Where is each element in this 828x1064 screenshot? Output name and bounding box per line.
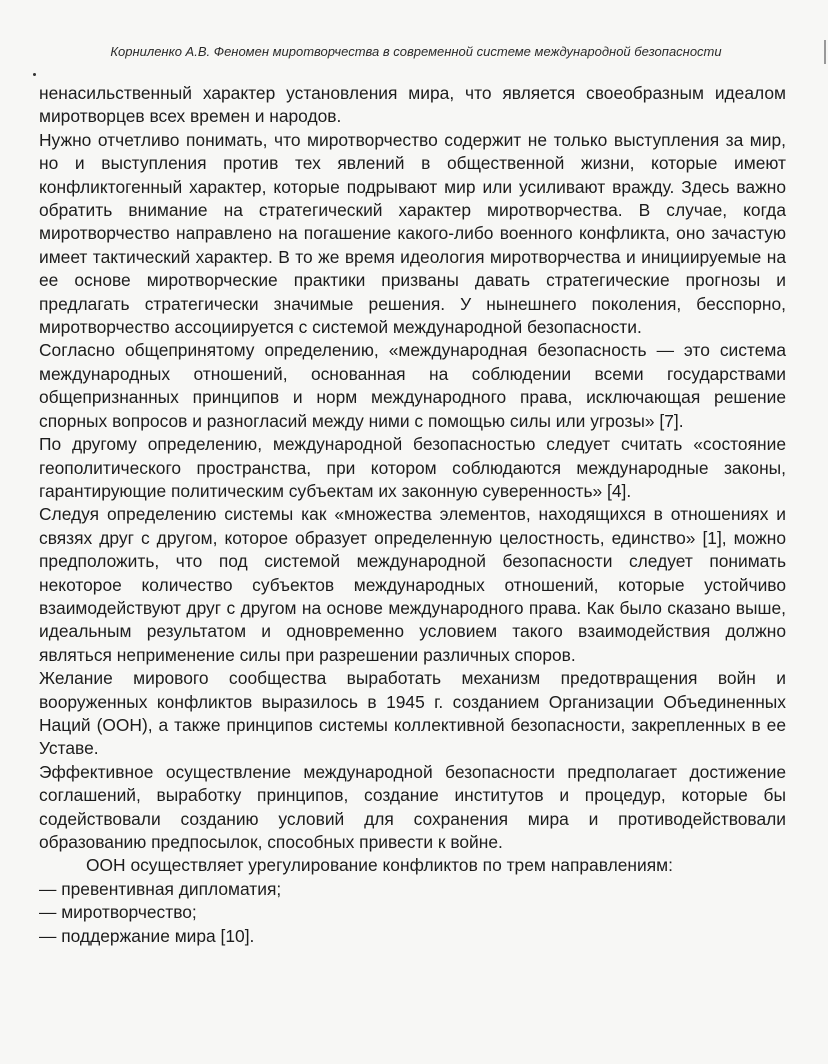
paragraph: Эффективное осуществление международной безопасности предполагает достижение соглашений, выработку принципов, создание институтов и процедур, которые бы содействовали созданию условий для сохранения мира и противодействовали образованию предпосылок, способных привести к войне. [39,761,786,852]
paragraph: Следуя определению системы как «множества элементов, находящихся в отношениях и связях друг с другом, которое образует определенную целостность, единство» [1], можно предположить, что под системой международной безопасности следует понимать некоторое количество субъектов международных отношений, которые устойчиво взаимодействуют друг с другом на основе международного права. Как было сказано выше, идеальным результатом и одновременно условием такого взаимодействия должно являться неприменение силы при разрешении различных споров. [39,504,786,665]
paragraph: ненасильственный характер установления мира, что является своеобразным идеалом миротворцев всех времен и народов. [39,83,786,127]
paragraph: ООН осуществляет урегулирование конфликтов по трем направлениям: [86,855,673,876]
running-header: Корниленко А.В. Феномен миротворчества в современной системе международной безопасности [110,44,722,59]
paragraph: Нужно отчетливо понимать, что миротворчество содержит не только выступления за мир, но и выступления против тех явлений в общественной жизни, которые имеют конфликтогенный характер, которые подрывают мир или усиливают вражду. Здесь важно обратить внимание на стратегический характер миротворчества. В случае, когда миротворчество направлено на погашение какого-либо военного конфликта, оно зачастую имеет тактический характер. В то же время идеология миротворчества и инициируемые на ее основе миротворческие практики призваны давать стратегические прогнозы и предлагать стратегически значимые решения. У нынешнего поколения, бесспорно, миротворчество ассоциируется с системой международной безопасности. [39,129,786,338]
list-item: — превентивная дипломатия; [39,878,282,899]
list-item: — миротворчество; [39,902,197,923]
margin-dot [33,73,36,76]
paragraph: Согласно общепринятому определению, «международная безопасность — это система международных отношений, основанная на соблюдении всеми государствами общепризнанных принципов и норм международного права, исключающая решение спорных вопросов и разногласий между ними с помощью силы или угрозы» [7]. [39,340,786,431]
paragraph: По другому определению, международной безопасностью следует считать «состояние геополитического пространства, при котором соблюдаются международные законы, гарантирующие политическим субъектам их законную суверенность» [4]. [39,434,786,501]
paragraph: Желание мирового сообщества выработать механизм предотвращения войн и вооруженных конфликтов выразилось в 1945 г. созданием Организации Объединенных Наций (ООН), а также принципов системы коллективной безопасности, закрепленных в ее Уставе. [39,668,786,759]
scan-edge-mark [824,40,826,64]
body-text [39,82,786,948]
list-item: — поддержание мира [10]. [39,925,255,946]
